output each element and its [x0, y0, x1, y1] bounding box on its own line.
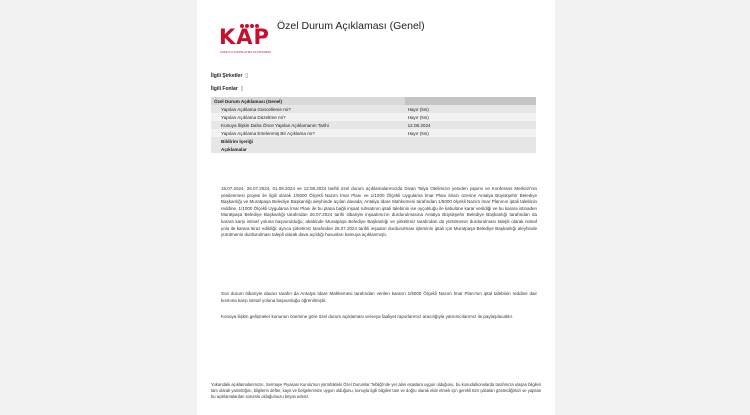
document-page [197, 0, 555, 415]
remarks-row [211, 145, 536, 153]
remarks-label: Açıklamalar [211, 145, 405, 153]
row-value: Hayır (No) [405, 105, 536, 113]
table-row [211, 105, 536, 113]
row-label: Yapılan Açıklama Ertelenmiş Bir Açıklama mı? [211, 129, 405, 137]
row-value: 12.08.2024 [405, 121, 536, 129]
page-title: Özel Durum Açıklaması (Genel) [277, 20, 425, 32]
row-label: Yapılan Açıklama Düzeltme mi? [211, 113, 405, 121]
body-paragraph-1: 16.07.2024, 26.07.2024, 01.08.2024 ve 12.08.2024 tarihli özel durum açıklamalarımızda Divan Talya Otelimizin yeniden yapımı ve Konferans Merkezi'nin yenilenmesi projesi ile ilgili olarak 1/5000 Ölçekli Nazım İmar Planı ve 1/1000 Ölçekli Uygulama İmar Planı itirazı üzerine Antalya Büyükşehir Belediye Başkanlığı ve Muratpaşa Belediye Başkanlığı aleyhinde açılan davada; Antalya İdare Mahkemesi tarafından 1/5000 ölçekli Nazım İmar Planının iptali talebinin reddine, 1/1000 Ölçekli Uygulama İmar Planı ile bu plana bağlı inşaat ruhsatının iptali talebinin ise oyçokluğu ile kabulüne karar verildiği ve bu karara istinaden Muratpaşa Belediye Başkanlığı tarafından 26.07.2024 tarihi itibariyle inşaatımızın durdurulmasına Antalya Büyükşehir Belediye Başkanlığı tarafından da karara karşı istinaf yoluna başvurulduğu; akabinde Muratpaşa Belediye Başkanlığı ve şirketimiz tarafından da yürütmenin durdurulması talepli olarak istinaf yolu ile karara itiraz edildiği; ayrıca şirketimiz tarafından 26.07.2024 tarihli inşaatın durdurulması işleminin iptali için Muratpaşa Belediye Başkanlığı aleyhinde yürütmenin durdurulması talepli olarak dava açıldığı hususları kamuya açıklanmıştı. [221, 186, 537, 238]
body-paragraph-2: Son durum itibariyle davacı tarafın da Antalya İdare Mahkemesi tarafından verilen kararın 1/5000 Ölçekli Nazım İmar Planı'nın iptal talebinin reddine dair kısmına karşı istinaf yoluna başvurduğu öğrenilmiştir. [221, 291, 537, 303]
logo-text: KAP [219, 25, 270, 49]
section-header: Özel Durum Açıklaması (Genel) [211, 97, 405, 105]
body-paragraph-3: Konuya ilişkin gelişmeler konunun önemine göre özel durum açıklaması ve/veya faaliyet raporlarımız aracılığıyla yatırımcılarımız ile paylaşılacaktır. [221, 314, 514, 319]
table-row [211, 121, 536, 129]
content-row [211, 137, 536, 145]
row-value: Hayır (No) [405, 113, 536, 121]
disclosure-table [211, 97, 536, 153]
kap-logo [207, 8, 285, 54]
table-row [211, 113, 536, 121]
related-companies-value: [] [245, 73, 249, 79]
logo-subtitle: KAMUYU AYDINLATMA PLATFORMU [220, 50, 272, 54]
related-funds-label: İlgili Fonlar [211, 86, 238, 92]
content-label: Bildirim İçeriği [211, 137, 405, 145]
related-companies [211, 73, 248, 79]
related-funds [211, 86, 243, 92]
footer-declaration: Yukarıdaki açıklamalarımızın, Sermaye Piyasası Kurulu'nun yürürlükteki Özel Durumlar Tebliği'nde yer alan esaslara uygun olduğunu, bu konuda/konularda tarafımıza ulaşan bilgileri tam olarak yansıttığını, bilgilerin defter, kayıt ve belgelerimize uygun olduğunu, konuyla ilgili bilgileri tam ve doğru olarak elde etmek için gerekli tüm çabaları gösterdiğimizi ve yapılan bu açıklamalardan sorumlu olduğumuzu beyan ederiz. [211, 382, 541, 400]
row-label: Konuya İlişkin Daha Önce Yapılan Açıklamanın Tarihi [211, 121, 405, 129]
related-companies-label: İlgili Şirketler [211, 73, 243, 79]
related-funds-value: [] [240, 86, 244, 92]
table-header-row [211, 97, 536, 105]
row-value: Hayır (No) [405, 129, 536, 137]
row-label: Yapılan Açıklama Güncelleme mi? [211, 105, 405, 113]
table-row [211, 129, 536, 137]
